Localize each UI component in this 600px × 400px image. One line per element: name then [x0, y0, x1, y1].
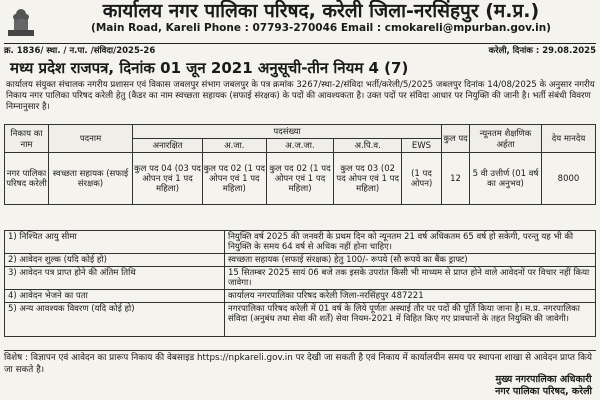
- signature-block: [495, 374, 592, 398]
- special-note: विशेष : विज्ञापन एवं आवेदन का प्रारूप निकाय की वेबसाइड https://npkareli.gov.in पर देखी जा सकती है एवं निकाय में कार्यालयीन समय पर स्थापना शाखा से आवेदन प्राप्त किये जा सकते है।: [4, 350, 596, 376]
- table-row: [5, 153, 596, 205]
- reference-date: करेली, दिनांक : 29.08.2025: [488, 46, 596, 56]
- national-emblem-icon: [6, 2, 36, 38]
- info-value: कार्यालय नगरपालिका परिषद करेली जिला-नरसिंहपुर 487221: [225, 290, 596, 303]
- info-label: 1) निश्चित आयु सीमा: [5, 231, 225, 254]
- info-table: [4, 230, 596, 337]
- header-total: कुल पद: [442, 125, 470, 153]
- header-obc: अ.पि.व.: [334, 139, 402, 153]
- table-row: [5, 254, 596, 267]
- table-row: [5, 303, 596, 337]
- contact-line: (Main Road, Kareli Phone : 07793-270046 Email : cmokareli@mpurban.gov.in): [91, 22, 551, 34]
- cell-qualification: 5 वी उत्तीर्ण (01 वर्ष का अनुभव): [470, 153, 542, 205]
- reference-line: [4, 43, 596, 56]
- cell-ews: (1 पद ओपन): [402, 153, 442, 205]
- cell-salary: 8000: [542, 153, 596, 205]
- cell-total: 12: [442, 153, 470, 205]
- header-unreserved: अनारक्षित: [133, 139, 203, 153]
- header: [0, 0, 600, 40]
- cell-st: कुल पद 02 (1 पद ओपन एवं 1 पद महिला): [266, 153, 334, 205]
- info-label: 5) अन्य आवश्यक विवरण (यदि कोई हो): [5, 303, 225, 337]
- info-label: 2) आवेदन शुल्क (यदि कोई हो): [5, 254, 225, 267]
- header-sc: अ.जा.: [203, 139, 267, 153]
- header-salary: देय मानदेय: [542, 125, 596, 153]
- info-label: 4) आवेदन भेजने का पता: [5, 290, 225, 303]
- gazette-heading: मध्य प्रदेश राजपत्र, दिनांक 01 जून 2021 अनुसूची-तीन नियम 4 (7): [10, 59, 409, 77]
- reference-number: क्र. 1836/ स्था. / न.पा. /संविदा/2025-26: [4, 46, 156, 56]
- table-row: [5, 267, 596, 290]
- signatory-office: नगर पालिका परिषद, करेली: [495, 386, 592, 397]
- info-value: नगरपालिका परिषद करेली में 01 वर्ष के लिये पूर्णतः अस्थाई तौर पर पदों की पूर्ति किया जाना है। म.प्र. नगरपालिका संविदा (अनुबंध तथा सेवा की शर्तें) सेवा नियम-2021 में विहित किए गए प्रावधानों के तहत नियुक्ति की जावेगी।: [225, 303, 596, 337]
- cell-obc: कुल पद 03 (02 पद ओपन एवं 1 पद महिला): [334, 153, 402, 205]
- post-table: [4, 124, 596, 205]
- office-title: कार्यालय नगर पालिका परिषद, करेली जिला-नरसिंहपुर (म.प्र.): [102, 0, 540, 22]
- info-value: स्वच्छता सहायक (सफाई संरक्षक) हेतु 100/- रूपये (सौ रूपये का बैंक ड्राफ्ट): [225, 254, 596, 267]
- cell-sc: कुल पद 02 (1 पद ओपन एवं 1 पद महिला): [203, 153, 267, 205]
- header-st: अ.ज.जा.: [266, 139, 334, 153]
- intro-paragraph: कार्यालय संयुक्त संचालक नगरीय प्रशासन एवं विकास जबलपुर संभाग जबलपुर के पत्र क्रमांक 3267/स्था-2/संविदा भर्ती/करेली/5/2025 जबलपुर दिनांक 14/08/2025 के अनुसार नगरीय निकाय नगर पालिका परिषद करेली हेतु (कैडर का नाम स्वच्छता सहायक (सफाई संरक्षक) के पदों की आवश्यकता है। उक्त पदों पर संविदा आधार पर नियुक्ति की जानी है। भर्ती संबंधी विवरण निम्नानुसार है।: [6, 80, 595, 112]
- signatory-title: मुख्य नगरपालिका अधिकारी: [495, 374, 592, 385]
- header-category: पदसंख्या: [133, 125, 442, 139]
- header-ews: EWS: [402, 139, 442, 153]
- header-body: निकाय का नाम: [5, 125, 49, 153]
- cell-post: स्वच्छता सहायक (सफाई संरक्षक): [49, 153, 133, 205]
- header-post: पदनाम: [49, 125, 133, 153]
- info-value: नियुक्ति वर्ष 2025 की जनवरी के प्रथम दिन को न्यूनतम 21 वर्ष अधिकतम 65 वर्ष हो सकेगी, परन्तु यह भी की नियुक्ति के समय 64 वर्ष से अधिक नहीं होना चाहिए।: [225, 231, 596, 254]
- table-row: [5, 290, 596, 303]
- info-value: 15 सितम्बर 2025 सायं 06 बजे तक इसके उपरांत किसी भी माध्यम से प्राप्त होने वाले आवेदनों पर विचार नहीं किया जावेगा।: [225, 267, 596, 290]
- table-row: [5, 231, 596, 254]
- info-label: 3) आवेदन पत्र प्राप्त होने की अंतिम तिथि: [5, 267, 225, 290]
- cell-unreserved: कुल पद 04 (03 पद ओपन एवं 1 पद महिला): [133, 153, 203, 205]
- header-qualification: न्यूनतम शैक्षणिक अर्हता: [470, 125, 542, 153]
- cell-body: नगर पालिका परिषद करेली: [5, 153, 49, 205]
